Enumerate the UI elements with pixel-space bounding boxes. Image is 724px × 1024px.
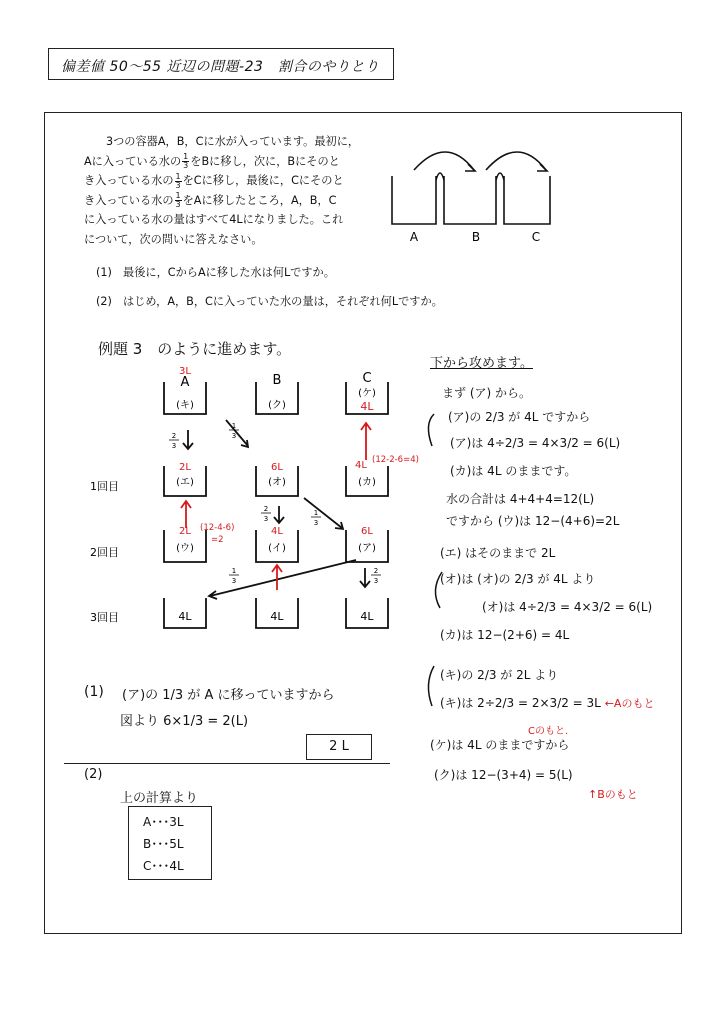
r1-c-value: 4L — [355, 460, 367, 471]
problem-text — [84, 132, 384, 250]
col-label-a: A — [180, 375, 190, 390]
work-line: (キ)は 2÷2/3 = 2×3/2 = 3L ←Aのもと — [440, 696, 655, 710]
answer1-box — [306, 734, 372, 760]
note-b-origin: ↑Bのもと — [588, 788, 638, 801]
r3-b-value: 4L — [270, 610, 284, 623]
problem-line: について，次の問いに答えなさい。 — [84, 232, 263, 246]
work-line: まず (ア) から。 — [442, 386, 531, 400]
fraction-one-third: $\frac{1}{3}$ — [175, 191, 181, 210]
question-2: (2) はじめ，A，B，Cに入っていた水の量は，それぞれ何Lですか。 — [96, 295, 443, 308]
top-a-value: 3L — [179, 366, 191, 377]
container-figure — [384, 140, 574, 250]
answer2-box — [128, 806, 212, 880]
row-label-3: 3回目 — [90, 611, 119, 624]
work-line: ですから (ウ)は 12−(4+6)=2L — [446, 514, 620, 528]
answer2-line1: 上の計算より — [120, 791, 199, 806]
problem-line: き入っている水の $\frac{1}{3}$ をCに移し，最後に，Cにそのと — [84, 171, 344, 190]
label-e: (エ) — [176, 477, 194, 488]
work-heading: 下から攻めます。 — [430, 356, 533, 371]
svg-text:3: 3 — [313, 519, 319, 527]
transfer-diagram — [80, 362, 420, 637]
work-line: (カ)は 12−(2+6) = 4L — [440, 628, 570, 642]
col-label-c: C — [362, 371, 372, 386]
work-line: 水の合計は 4+4+4=12(L) — [446, 492, 595, 506]
col-label-b: B — [272, 373, 282, 388]
r1-a-value: 2L — [179, 462, 191, 473]
row-label-2: 2回目 — [90, 546, 119, 559]
r2-c-value: 6L — [361, 526, 373, 537]
work-line: (ア)の 2/3 が 4L ですから — [448, 410, 591, 424]
r2-b-value: 4L — [271, 526, 283, 537]
figure-label-b: B — [471, 230, 481, 244]
figure-label-c: C — [531, 230, 541, 244]
page-title: 偏差値 50〜55 近辺の問題-23 割合のやりとり — [61, 59, 380, 75]
question-1: (1) 最後に，CからAに移した水は何Lですか。 — [96, 266, 335, 279]
work-line: (オ)は (オ)の 2/3 が 4L より — [440, 572, 596, 586]
r2-a-note: (12-4-6) — [200, 523, 235, 533]
svg-text:3: 3 — [171, 442, 177, 450]
answer2-value: C･･･4L — [143, 859, 184, 873]
work-line: (キ)の 2/3 が 2L より — [440, 668, 559, 682]
work-line: (ケ)は 4L のままですから — [430, 738, 570, 752]
answer2-value: B･･･5L — [143, 837, 184, 851]
r2-a-value: 2L — [179, 526, 191, 537]
problem-line: に入っている水の量はすべて4Lになりました。これ — [84, 213, 344, 227]
bracket-marks — [420, 400, 450, 730]
svg-text:3: 3 — [231, 432, 237, 440]
svg-text:3: 3 — [263, 515, 269, 523]
fraction-label: 2 — [263, 505, 269, 513]
row-label-1: 1回目 — [90, 480, 119, 493]
label-ki: (キ) — [176, 400, 194, 411]
answer1-line2: 図より 6×1/3 = 2(L) — [120, 714, 249, 729]
work-line: (エ) はそのままで 2L — [440, 546, 556, 560]
problem-line: き入っている水の $\frac{1}{3}$ をAに移したところ，A，B，C — [84, 191, 337, 210]
r2-a-note2: =2 — [211, 535, 224, 545]
r3-c-value: 4L — [360, 610, 374, 623]
fraction-one-third: $\frac{1}{3}$ — [175, 171, 181, 190]
answer1-label: (1) — [84, 684, 104, 700]
label-a: (ア) — [358, 543, 376, 554]
problem-line: Aに入っている水の $\frac{1}{3}$ をBに移し，次に，Bにそのと — [84, 152, 340, 171]
svg-text:3: 3 — [231, 577, 237, 585]
title-box — [48, 48, 394, 80]
answer1-line1: (ア)の 1/3 が A に移っていますから — [122, 688, 335, 703]
fraction-label: 1 — [313, 509, 319, 517]
label-ke: (ケ) — [358, 388, 376, 399]
answer2-value: A･･･3L — [143, 815, 184, 829]
label-ka: (カ) — [358, 477, 376, 488]
work-line: (ク)は 12−(3+4) = 5(L) — [434, 768, 573, 782]
r1-c-note: (12-2-6=4) — [372, 455, 419, 465]
work-line: (カ)は 4L のままです。 — [450, 464, 577, 478]
label-o: (オ) — [268, 477, 286, 488]
figure-label-a: A — [409, 230, 419, 244]
work-line: (オ)は 4÷2/3 = 4×3/2 = 6(L) — [482, 600, 653, 614]
fraction-label: 1 — [231, 422, 237, 430]
divider-line — [64, 763, 390, 764]
svg-text:3: 3 — [373, 577, 379, 585]
answer2-label: (2) — [84, 767, 103, 782]
diagram-heading: 例題 3 のように進めます。 — [98, 340, 292, 358]
problem-line: 3つの容器A，B，Cに水が入っています。最初に， — [106, 135, 360, 148]
answer1-value: 2 L — [329, 739, 349, 754]
work-line: (ア)は 4÷2/3 = 4×3/2 = 6(L) — [450, 436, 621, 450]
note-c-origin: Cのもと. — [528, 726, 569, 737]
label-u: (ウ) — [176, 543, 194, 554]
fraction-label: 2 — [171, 432, 177, 440]
fraction-label: 2 — [373, 567, 379, 575]
r1-b-value: 6L — [271, 462, 283, 473]
r3-a-value: 4L — [178, 610, 192, 623]
top-c-value: 4L — [360, 400, 374, 413]
label-i: (イ) — [268, 543, 286, 554]
fraction-one-third: $\frac{1}{3}$ — [183, 152, 189, 171]
fraction-label: 1 — [231, 567, 237, 575]
label-ku: (ク) — [268, 400, 286, 411]
note-a-origin: ←Aのもと — [604, 697, 655, 710]
